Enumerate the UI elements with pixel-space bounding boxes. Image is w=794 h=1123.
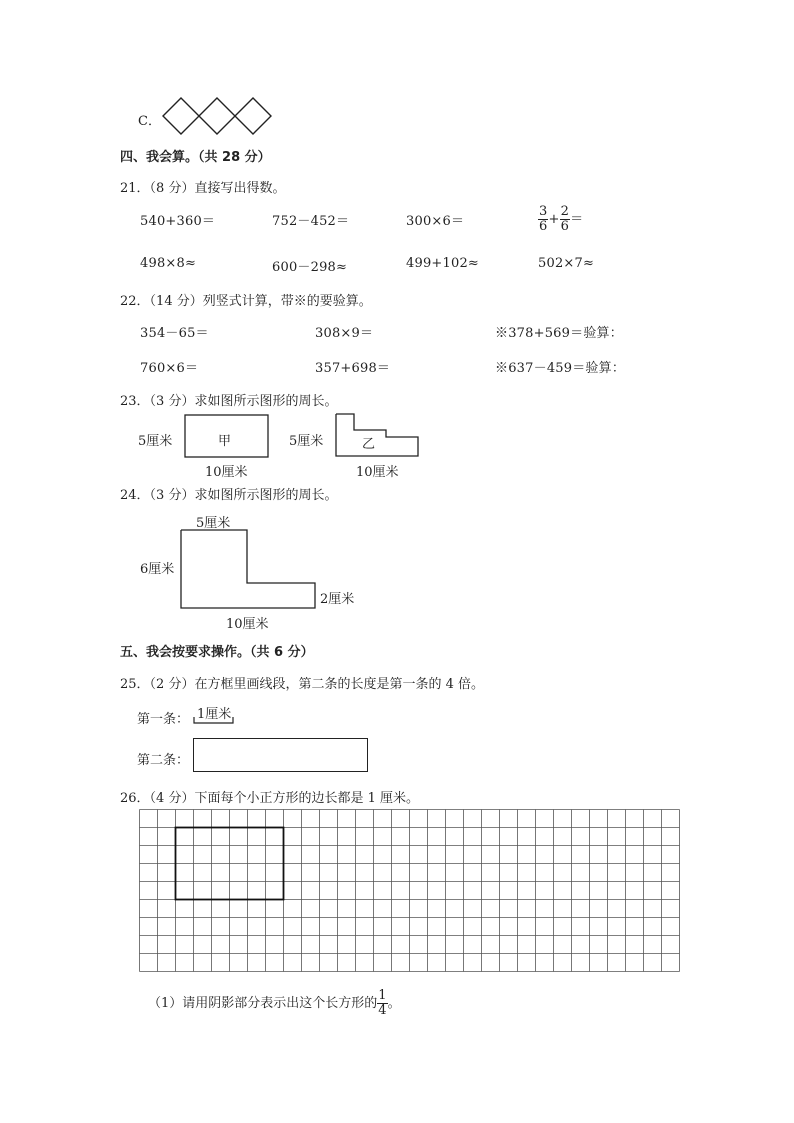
q23-figb-side: 5厘米 [289, 434, 324, 449]
q22-header: 22．（14 分）列竖式计算，带※的要验算。 [120, 294, 372, 309]
q21-fraction-item [538, 205, 583, 234]
q24-figure [179, 528, 319, 610]
q23-figa-name: 甲 [218, 434, 232, 449]
diamond-1 [163, 98, 199, 134]
q23-header: 23．（3 分）求如图所示图形的周长。 [120, 394, 338, 409]
diamond-3 [235, 98, 271, 134]
q21-item-2: 752－452＝ [272, 214, 350, 229]
frac-op: + [548, 212, 560, 227]
q25-first-label: 第一条： [137, 712, 190, 727]
frac-a-den: 6 [539, 219, 548, 234]
q22-item-5: 357+698＝ [315, 361, 391, 376]
section-4-title: 四、我会算。（共 28 分） [120, 150, 271, 165]
q24-bottom-label: 10厘米 [226, 617, 269, 632]
frac-b-den: 6 [560, 219, 570, 234]
q25-answer-box[interactable] [193, 738, 368, 772]
q22-item-1: 354－65＝ [140, 326, 209, 341]
q24-right-label: 2厘米 [320, 592, 355, 607]
fraction-2-6 [560, 205, 570, 234]
q25-first-length: 1厘米 [197, 707, 232, 722]
option-c-figure [160, 96, 278, 136]
q21-item-6: 499+102≈ [406, 256, 480, 271]
q21-item-4: 498×8≈ [140, 256, 197, 271]
q26-sub1-end: 。 [387, 996, 401, 1011]
q23-figb-bottom: 10厘米 [356, 465, 399, 480]
q21-header: 21．（8 分）直接写出得数。 [120, 181, 286, 196]
fraction-3-6 [538, 205, 548, 234]
frac-eq: ＝ [570, 212, 584, 227]
q26-grid[interactable] [138, 808, 683, 974]
q22-item-4: 760×6＝ [140, 361, 199, 376]
q25-second-label: 第二条： [137, 753, 190, 768]
q21-item-7: 502×7≈ [538, 256, 595, 271]
q22-item-6: ※637－459＝验算： [495, 361, 626, 376]
q21-item-1: 540+360＝ [140, 214, 216, 229]
q25-header: 25．（2 分）在方框里画线段，第二条的长度是第一条的 4 倍。 [120, 677, 484, 692]
diamond-2 [199, 98, 235, 134]
q26-frac-num: 1 [378, 988, 387, 1003]
q23-figa-bottom: 10厘米 [205, 465, 248, 480]
q26-sub1-fraction [377, 989, 387, 1018]
q21-item-5: 600－298≈ [272, 260, 348, 275]
q26-sub1-text: （1）请用阴影部分表示出这个长方形的 [148, 996, 378, 1011]
q23-figa-side: 5厘米 [138, 434, 173, 449]
q26-sub1 [148, 989, 401, 1018]
frac-a-num: 3 [539, 204, 548, 219]
option-c-label: C． [138, 114, 161, 129]
q23-figb-name: 乙 [362, 437, 376, 452]
q24-top-label: 5厘米 [196, 516, 231, 531]
section-5-title: 五、我会按要求操作。（共 6 分） [120, 645, 314, 660]
q24-header: 24．（3 分）求如图所示图形的周长。 [120, 488, 338, 503]
q22-item-3: ※378+569＝验算： [495, 326, 623, 341]
frac-b-num: 2 [560, 204, 570, 219]
q26-frac-den: 4 [378, 1003, 387, 1018]
q24-left-label: 6厘米 [140, 562, 175, 577]
q26-header: 26．（4 分）下面每个小正方形的边长都是 1 厘米。 [120, 791, 419, 806]
q22-item-2: 308×9＝ [315, 326, 374, 341]
q21-item-3: 300×6＝ [406, 214, 465, 229]
q25-first-segment [193, 716, 235, 726]
q23-figure-b [335, 413, 421, 459]
